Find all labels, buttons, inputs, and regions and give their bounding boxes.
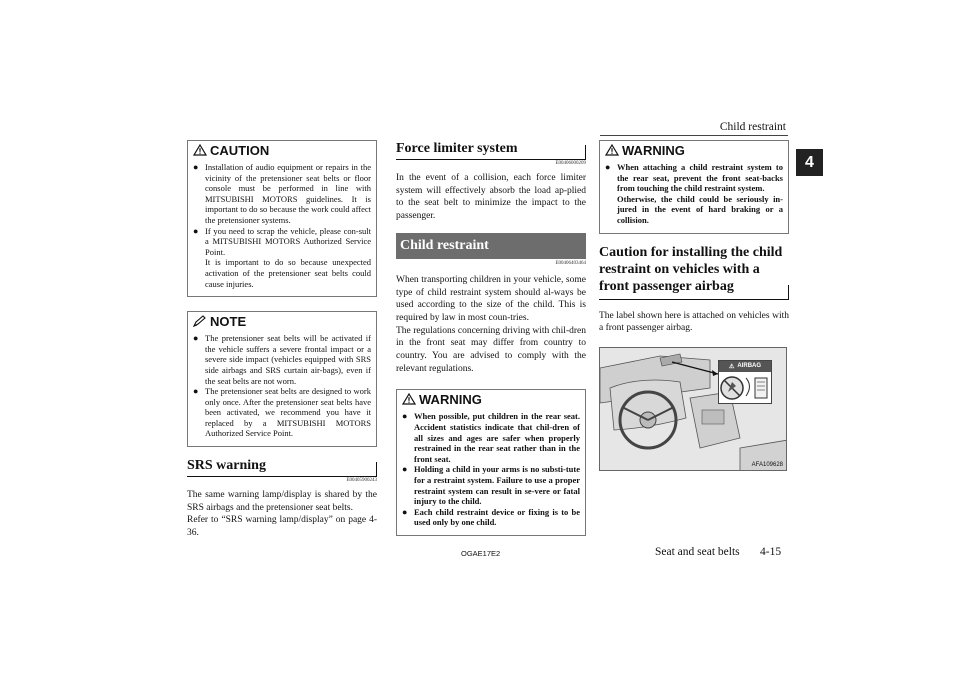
airbag-label-strip bbox=[719, 361, 771, 372]
airbag-label-warning-icon: ⚠ bbox=[728, 363, 735, 370]
caution-title bbox=[193, 141, 371, 159]
figure-code: AFA109628 bbox=[751, 461, 783, 468]
warning-triangle-icon bbox=[605, 144, 619, 156]
caution-label: CAUTION bbox=[210, 142, 270, 158]
warning-box bbox=[396, 389, 586, 536]
chapter-tab: 4 bbox=[796, 149, 823, 176]
bullet-icon: ● bbox=[402, 411, 408, 422]
warning-item-text: When possible, put children in the rear seat. Accident statistics indicate that chil-dren of all sizes and ages are safer when properly restrained in the rear seat rather than in the front seat. bbox=[414, 411, 580, 464]
caution-installing-section bbox=[599, 244, 789, 471]
note-item-text: The pretensioner seat belts will be activated if the vehicle suffers a severe frontal impact or a severe side impact (vehicles equipped with SRS side airbags and SRS curtain air-bags), even if the seat belts are not worn. bbox=[205, 333, 371, 386]
warning-item-text: Holding a child in your arms is no substi-tute for a restraint system. Failure to use a proper restraint system can result in se-vere or fatal injury to the child. bbox=[414, 464, 580, 507]
caution-box bbox=[187, 140, 377, 297]
bullet-icon: ● bbox=[402, 506, 408, 517]
airbag-warning-label bbox=[718, 360, 772, 404]
caution-item-text: Installation of audio equipment or repairs in the vicinity of the pretensioner seat belts or floor console must be performed in line with MITSUBISHI MOTORS guidelines. It is important to do so because the work could affect the pretensioner systems. bbox=[205, 162, 371, 225]
force-limiter-heading bbox=[396, 140, 586, 160]
bullet-icon: ● bbox=[193, 162, 199, 172]
srs-warning-section bbox=[187, 457, 377, 540]
warning-item bbox=[605, 162, 783, 226]
srs-warning-title: SRS warning bbox=[187, 458, 266, 474]
force-limiter-section bbox=[396, 140, 586, 223]
child-restraint-code: E00406403464 bbox=[555, 260, 586, 266]
column-left bbox=[187, 140, 377, 540]
caution-item-text: If you need to scrap the vehicle, please con-sult a MITSUBISHI MOTORS Authorized Service Point. bbox=[205, 225, 371, 257]
footer-page-number: 4-15 bbox=[760, 546, 782, 558]
warning-item bbox=[402, 411, 580, 464]
force-limiter-paragraph: In the event of a collision, each force limiter system will effectively absorb the load ap-plied to the seat belt to minimize the impact to the passenger. bbox=[396, 173, 586, 222]
child-restraint-paragraph: When transporting children in your vehicle, some type of child restraint system should al-ways be used according to the size of the child. This is required by law in most coun-tries. bbox=[396, 274, 586, 323]
warning-item bbox=[402, 464, 580, 506]
warning-label: WARNING bbox=[622, 142, 685, 158]
warning-title bbox=[605, 141, 783, 159]
note-pencil-icon bbox=[193, 315, 207, 327]
footer-section-name: Seat and seat belts bbox=[655, 546, 740, 558]
warning-box bbox=[599, 140, 789, 234]
child-restraint-section bbox=[396, 233, 586, 376]
child-restraint-paragraph: The regulations concerning driving with chil-dren in the front seat may differ from country to country. You are advised to comply with the relevant regulations. bbox=[396, 325, 586, 374]
srs-warning-heading bbox=[187, 457, 377, 477]
caution-item bbox=[193, 162, 371, 226]
note-item bbox=[193, 386, 371, 439]
warning-item-text: Each child restraint device or fixing is to be used only by one child. bbox=[414, 506, 580, 528]
bullet-icon: ● bbox=[402, 464, 408, 475]
note-box bbox=[187, 311, 377, 447]
force-limiter-title: Force limiter system bbox=[396, 141, 518, 156]
caution-installing-heading bbox=[599, 244, 789, 300]
footer-doc-code: OGAE17E2 bbox=[461, 549, 501, 558]
note-label: NOTE bbox=[210, 313, 247, 329]
column-right bbox=[599, 140, 789, 471]
caution-item-text: It is important to do so because unexpected activation of the pretensioner seat belts could cause injuries. bbox=[205, 257, 371, 289]
bullet-icon: ● bbox=[193, 333, 199, 344]
airbag-label-text: AIRBAG bbox=[737, 363, 762, 370]
warning-item-text: When attaching a child restraint system to the rear seat, prevent the front seat-backs from touching the child restraint system. bbox=[617, 162, 783, 194]
caution-installing-paragraph: The label shown here is attached on vehicles with a front passenger airbag. bbox=[599, 310, 789, 334]
srs-warning-code: E00405900243 bbox=[346, 478, 377, 484]
force-limiter-code: E00406000209 bbox=[555, 161, 586, 166]
warning-label: WARNING bbox=[419, 391, 482, 407]
note-item bbox=[193, 333, 371, 386]
note-item-text: The pretensioner seat belts are designed to work only once. After the pretensioner seat belts have been activated, we recommend you have it replaced by a MITSUBISHI MOTORS Authorized Service Point. bbox=[205, 386, 371, 439]
note-title bbox=[193, 312, 371, 330]
bullet-icon: ● bbox=[193, 386, 199, 397]
warning-triangle-icon bbox=[193, 144, 207, 156]
warning-title bbox=[402, 390, 580, 408]
column-middle bbox=[396, 140, 586, 536]
srs-warning-paragraph: The same warning lamp/display is shared by the SRS airbags and the pretensioner seat belts. bbox=[187, 490, 377, 513]
no-rear-facing-seat-icon bbox=[719, 372, 771, 404]
bullet-icon: ● bbox=[605, 162, 611, 172]
running-header-title: Child restraint bbox=[719, 121, 786, 133]
warning-item bbox=[402, 507, 580, 528]
warning-triangle-icon bbox=[402, 393, 416, 405]
child-restraint-title: Child restraint bbox=[396, 233, 586, 259]
bullet-icon: ● bbox=[193, 225, 199, 236]
caution-item bbox=[193, 226, 371, 290]
header-rule bbox=[600, 135, 788, 136]
airbag-label-figure bbox=[599, 347, 787, 471]
warning-item-text: Otherwise, the child could be seriously in-jured in the event of hard braking or a collision. bbox=[617, 193, 783, 225]
srs-warning-paragraph: Refer to “SRS warning lamp/display” on page 4-36. bbox=[187, 515, 377, 539]
caution-installing-title: Caution for installing the child restraint on vehicles with a front passenger airbag bbox=[599, 244, 783, 294]
